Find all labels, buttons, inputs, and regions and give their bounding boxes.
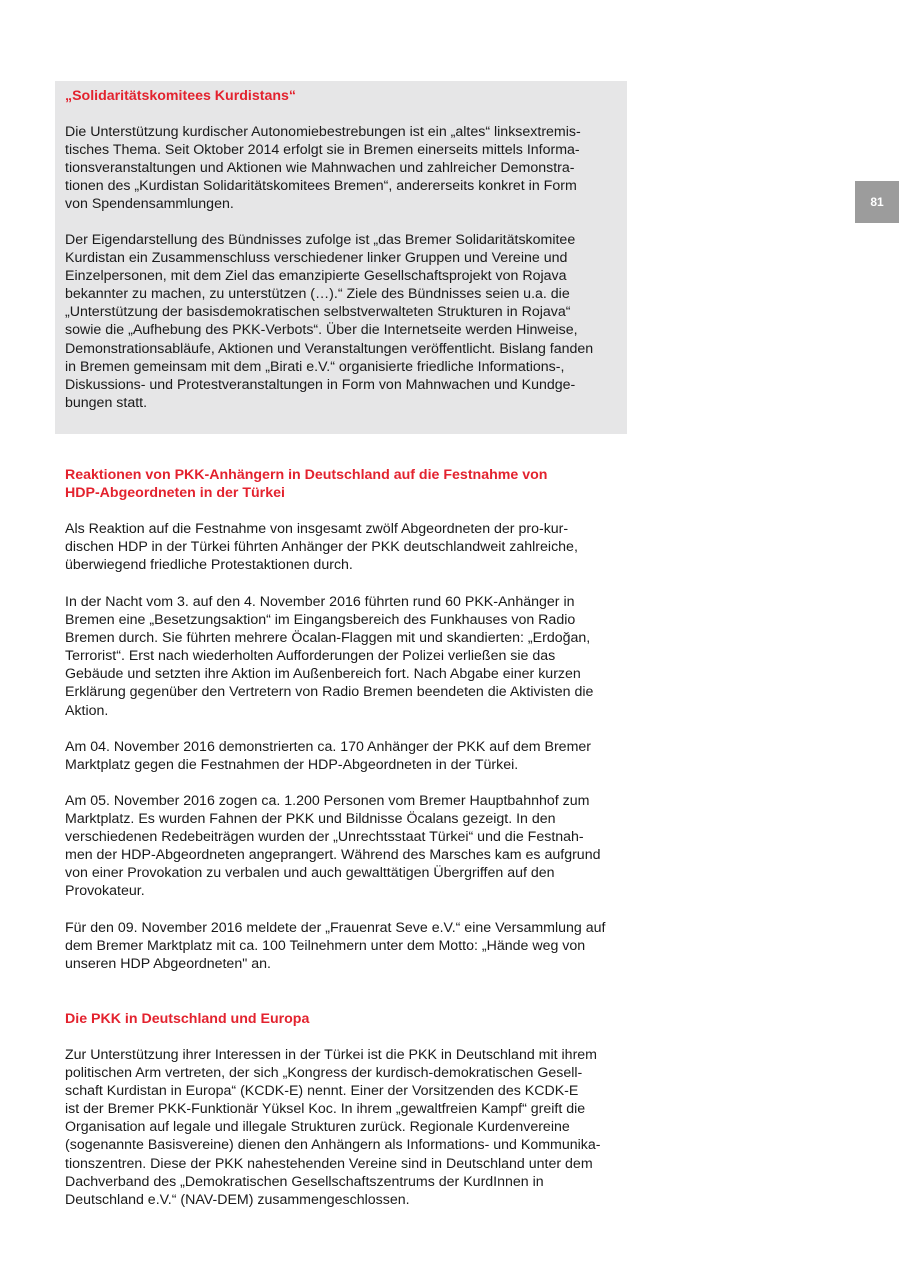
text-line: Erklärung gegenüber den Vertretern von Radio Bremen beendeten die Aktivisten die: [65, 684, 594, 701]
text-line: Bremen durch. Sie führten mehrere Öcalan-Flaggen mit und skandierten: „Erdoğan,: [65, 630, 591, 647]
reactions-paragraph-4: [65, 792, 613, 901]
text-line: Gebäude und setzten ihre Aktion im Außenbereich fort. Nach Abgabe einer kurzen: [65, 666, 581, 683]
text-line: ist der Bremer PKK-Funktionär Yüksel Koc. In ihrem „gewaltfreien Kampf“ greift die: [65, 1101, 586, 1118]
info-box-paragraph-1: [65, 123, 613, 213]
pkk-europe-paragraph-1: [65, 1046, 613, 1209]
info-box-paragraph-2: [65, 231, 613, 412]
text-line: politischen Arm vertreten, der sich „Kongress der kurdisch-demokratischen Gesell-: [65, 1065, 583, 1082]
text-line: überwiegend friedliche Protestaktionen durch.: [65, 557, 353, 574]
text-line: Reaktionen von PKK-Anhängern in Deutschland auf die Festnahme von: [65, 467, 548, 483]
section-heading-pkk-europe: Die PKK in Deutschland und Europa: [65, 1011, 310, 1027]
text-line: von einer Provokation zu verbalen und auch gewalttätigen Übergriffen auf den: [65, 865, 555, 882]
info-box-heading: „Solidaritätskomitees Kurdistans“: [65, 88, 297, 104]
text-line: Die Unterstützung kurdischer Autonomiebestrebungen ist ein „altes“ linksextremis-: [65, 124, 581, 140]
text-line: Marktplatz. Es wurden Fahnen der PKK und Bildnisse Öcalans gezeigt. In den: [65, 811, 556, 828]
text-line: Diskussions- und Protestveranstaltungen in Form von Mahnwachen und Kundge-: [65, 376, 576, 393]
text-line: Organisation auf legale und illegale Strukturen zurück. Regionale Kurdenvereine: [65, 1119, 570, 1136]
reactions-paragraph-1: [65, 520, 613, 574]
text-line: Bremen eine „Besetzungsaktion“ im Eingangsbereich des Funkhauses von Radio: [65, 612, 576, 629]
text-line: von Spendensammlungen.: [65, 196, 234, 213]
text-line: men der HDP-Abgeordneten angeprangert. Während des Marsches kam es aufgrund: [65, 847, 601, 864]
text-line: Kurdistan ein Zusammenschluss verschiedener linker Gruppen und Vereine und: [65, 250, 568, 267]
text-line: Einzelpersonen, mit dem Ziel das emanzipierte Gesellschaftsprojekt von Rojava: [65, 268, 567, 285]
text-line: bungen statt.: [65, 394, 148, 411]
text-line: Am 04. November 2016 demonstrierten ca. 170 Anhänger der PKK auf dem Bremer: [65, 739, 592, 755]
reactions-paragraph-3: [65, 738, 613, 774]
text-line: Der Eigendarstellung des Bündnisses zufolge ist „das Bremer Solidaritätskomitee: [65, 232, 576, 248]
text-line: Als Reaktion auf die Festnahme von insgesamt zwölf Abgeordneten der pro-kur-: [65, 521, 569, 537]
text-line: tionszentren. Diese der PKK nahestehenden Vereine sind in Deutschland unter dem: [65, 1155, 593, 1172]
text-line: tionen des „Kurdistan Solidaritätskomitees Bremen“, andererseits konkret in Form: [65, 178, 577, 195]
reactions-paragraph-5: [65, 919, 613, 973]
text-line: Am 05. November 2016 zogen ca. 1.200 Personen vom Bremer Hauptbahnhof zum: [65, 793, 590, 809]
page-number: 81: [870, 195, 884, 209]
text-line: Demonstrationsabläufe, Aktionen und Veranstaltungen veröffentlicht. Bislang fanden: [65, 340, 594, 357]
text-line: unseren HDP Abgeordneten" an.: [65, 956, 271, 973]
text-line: Für den 09. November 2016 meldete der „Frauenrat Seve e.V.“ eine Versammlung auf: [65, 920, 606, 936]
text-line: Deutschland e.V.“ (NAV-DEM) zusammengeschlossen.: [65, 1191, 410, 1208]
text-line: dischen HDP in der Türkei führten Anhänger der PKK deutschlandweit zahlreiche,: [65, 539, 578, 556]
text-line: (sogenannte Basisvereine) dienen den Anhängern als Informations- und Kommunika-: [65, 1137, 601, 1154]
text-line: HDP-Abgeordneten in der Türkei: [65, 485, 285, 502]
text-line: Dachverband des „Demokratischen Gesellschaftszentrums der KurdInnen in: [65, 1173, 544, 1190]
text-line: in Bremen gemeinsam mit dem „Birati e.V.“ organisierte friedliche Informations-,: [65, 358, 565, 375]
page-number-tab: [855, 181, 899, 223]
text-line: In der Nacht vom 3. auf den 4. November 2016 führten rund 60 PKK-Anhänger in: [65, 594, 575, 610]
text-line: Zur Unterstützung ihrer Interessen in der Türkei ist die PKK in Deutschland mit ihrem: [65, 1047, 597, 1063]
text-line: schaft Kurdistan in Europa“ (KCDK-E) nennt. Einer der Vorsitzenden des KCDK-E: [65, 1083, 579, 1100]
text-line: sowie die „Aufhebung des PKK-Verbots“. Über die Internetseite werden Hinweise,: [65, 322, 578, 339]
text-line: Aktion.: [65, 702, 109, 719]
text-line: „Unterstützung der basisdemokratischen selbstverwalteten Strukturen in Rojava“: [65, 304, 571, 321]
text-line: Provokateur.: [65, 883, 145, 900]
text-line: Terrorist“. Erst nach wiederholten Aufforderungen der Polizei verließen sie das: [65, 648, 556, 665]
reactions-paragraph-2: [65, 593, 613, 720]
text-line: tionsveranstaltungen und Aktionen wie Mahnwachen und zahlreicher Demonstra-: [65, 160, 575, 177]
text-line: verschiedenen Redebeiträgen wurden der „Unrechtsstaat Türkei“ und die Festnah-: [65, 829, 584, 846]
text-line: tisches Thema. Seit Oktober 2014 erfolgt sie in Bremen einerseits mittels Informa-: [65, 142, 580, 159]
text-line: bekannter zu machen, zu unterstützen (…).“ Ziele des Bündnisses seien u.a. die: [65, 286, 570, 303]
text-line: Marktplatz gegen die Festnahmen der HDP-Abgeordneten in der Türkei.: [65, 757, 519, 774]
section-heading-reactions: [65, 466, 613, 502]
text-line: dem Bremer Marktplatz mit ca. 100 Teilnehmern unter dem Motto: „Hände weg von: [65, 938, 586, 955]
